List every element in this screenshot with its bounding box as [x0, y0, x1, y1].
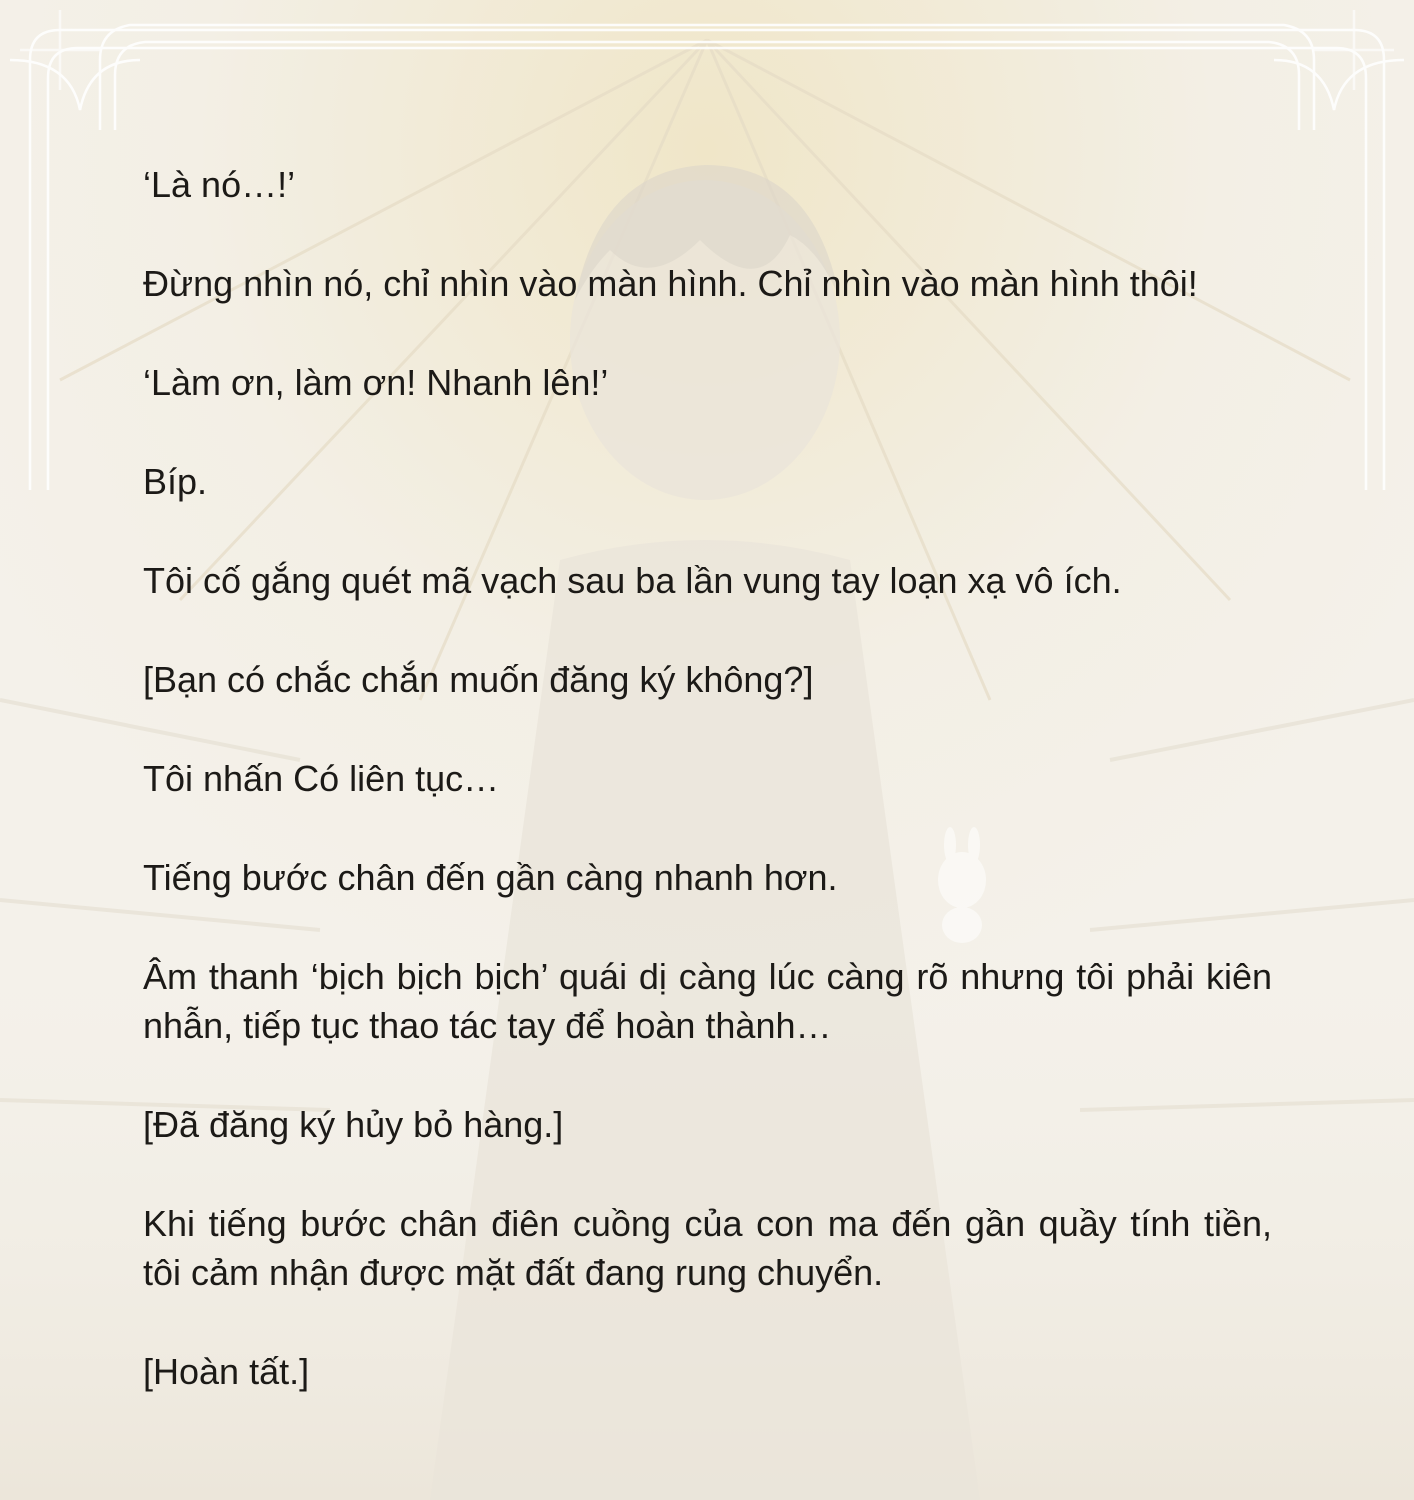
paragraph-5: Tôi cố gắng quét mã vạch sau ba lần vung tay loạn xạ vô ích. [143, 560, 1122, 601]
paragraph-4: Bíp. [143, 461, 208, 502]
paragraph-11: Khi tiếng bước chân điên cuồng của con ma đến gần quầy tính tiền, tôi cảm nhận được mặt đất đang rung chuyển. [143, 1203, 1272, 1293]
paragraph-7: Tôi nhấn Có liên tục… [143, 758, 500, 799]
paragraph-8: Tiếng bước chân đến gần càng nhanh hơn. [143, 857, 838, 898]
paragraph-3: ‘Làm ơn, làm ơn! Nhanh lên!’ [143, 362, 609, 403]
paragraph-1: ‘Là nó…!’ [143, 164, 296, 205]
paragraph-9: Âm thanh ‘bịch bịch bịch’ quái dị càng lúc càng rõ nhưng tôi phải kiên nhẫn, tiếp tục thao tác tay để hoàn thành… [143, 956, 1272, 1046]
paragraph-2: Đừng nhìn nó, chỉ nhìn vào màn hình. Chỉ nhìn vào màn hình thôi! [143, 263, 1198, 304]
paragraph-10: [Đã đăng ký hủy bỏ hàng.] [143, 1104, 564, 1145]
paragraph-6: [Bạn có chắc chắn muốn đăng ký không?] [143, 659, 814, 700]
story-text [143, 160, 1272, 1446]
paragraph-12: [Hoàn tất.] [143, 1351, 310, 1392]
